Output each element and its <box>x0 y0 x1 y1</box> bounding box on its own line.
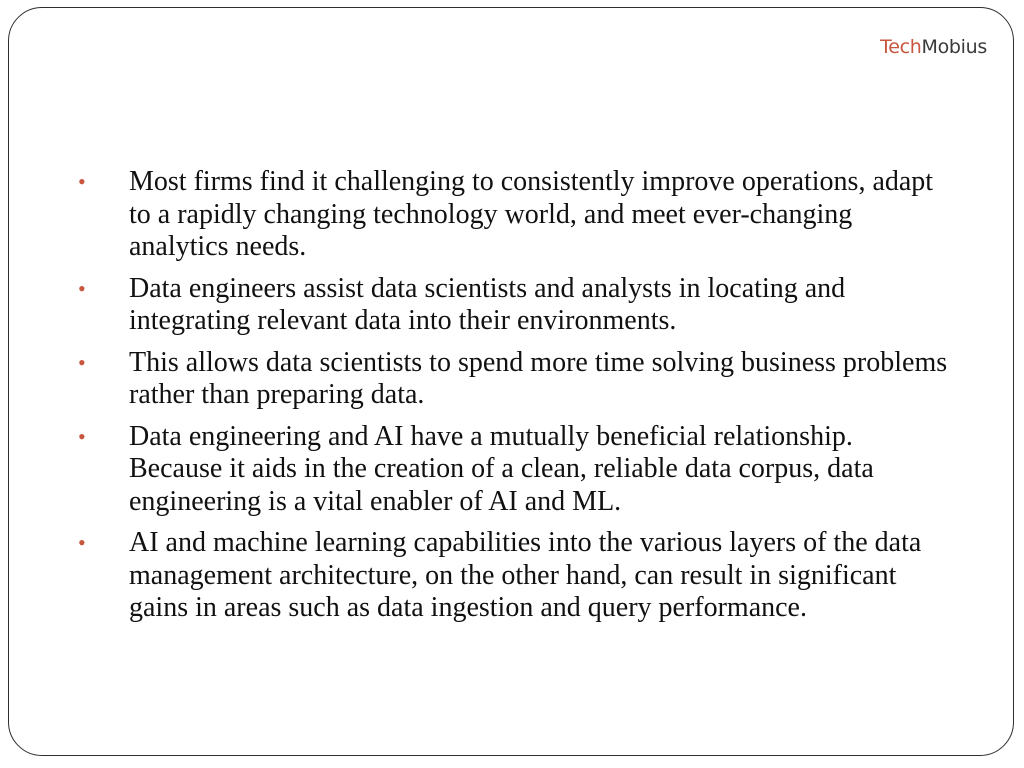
bullet-text: Most firms find it challenging to consistently improve operations, adapt to a rapidly changing technology world, and meet ever-changing analytics needs. <box>129 166 934 262</box>
bullet-icon: • <box>78 423 86 449</box>
bullet-text: Data engineers assist data scientists and analysts in locating and integrating relevant data into their environments. <box>129 272 846 336</box>
logo-tech-text: Tech <box>880 36 922 58</box>
logo-mobius-text: Mobius <box>921 36 987 58</box>
bullet-text: AI and machine learning capabilities into the various layers of the data management architecture, on the other hand, can result in significant gains in areas such as data ingestion and query performance. <box>129 527 922 623</box>
bullet-text: Data engineering and AI have a mutually beneficial relationship. Because it aids in the creation of a clean, reliable data corpus, data engineering is a vital enabler of AI and ML. <box>129 420 874 517</box>
bullet-item <box>70 273 950 338</box>
bullet-text: This allows data scientists to spend more time solving business problems rather than preparing data. <box>129 346 948 410</box>
bullet-item <box>70 347 950 412</box>
bullet-item <box>70 527 950 625</box>
bullet-item <box>70 166 950 264</box>
bullet-icon: • <box>78 275 86 301</box>
bullet-icon: • <box>78 530 86 555</box>
bullet-list <box>70 166 950 634</box>
bullet-item <box>70 421 950 519</box>
techmobius-logo <box>880 38 987 57</box>
bullet-icon: • <box>78 169 86 194</box>
bullet-icon: • <box>78 349 86 375</box>
